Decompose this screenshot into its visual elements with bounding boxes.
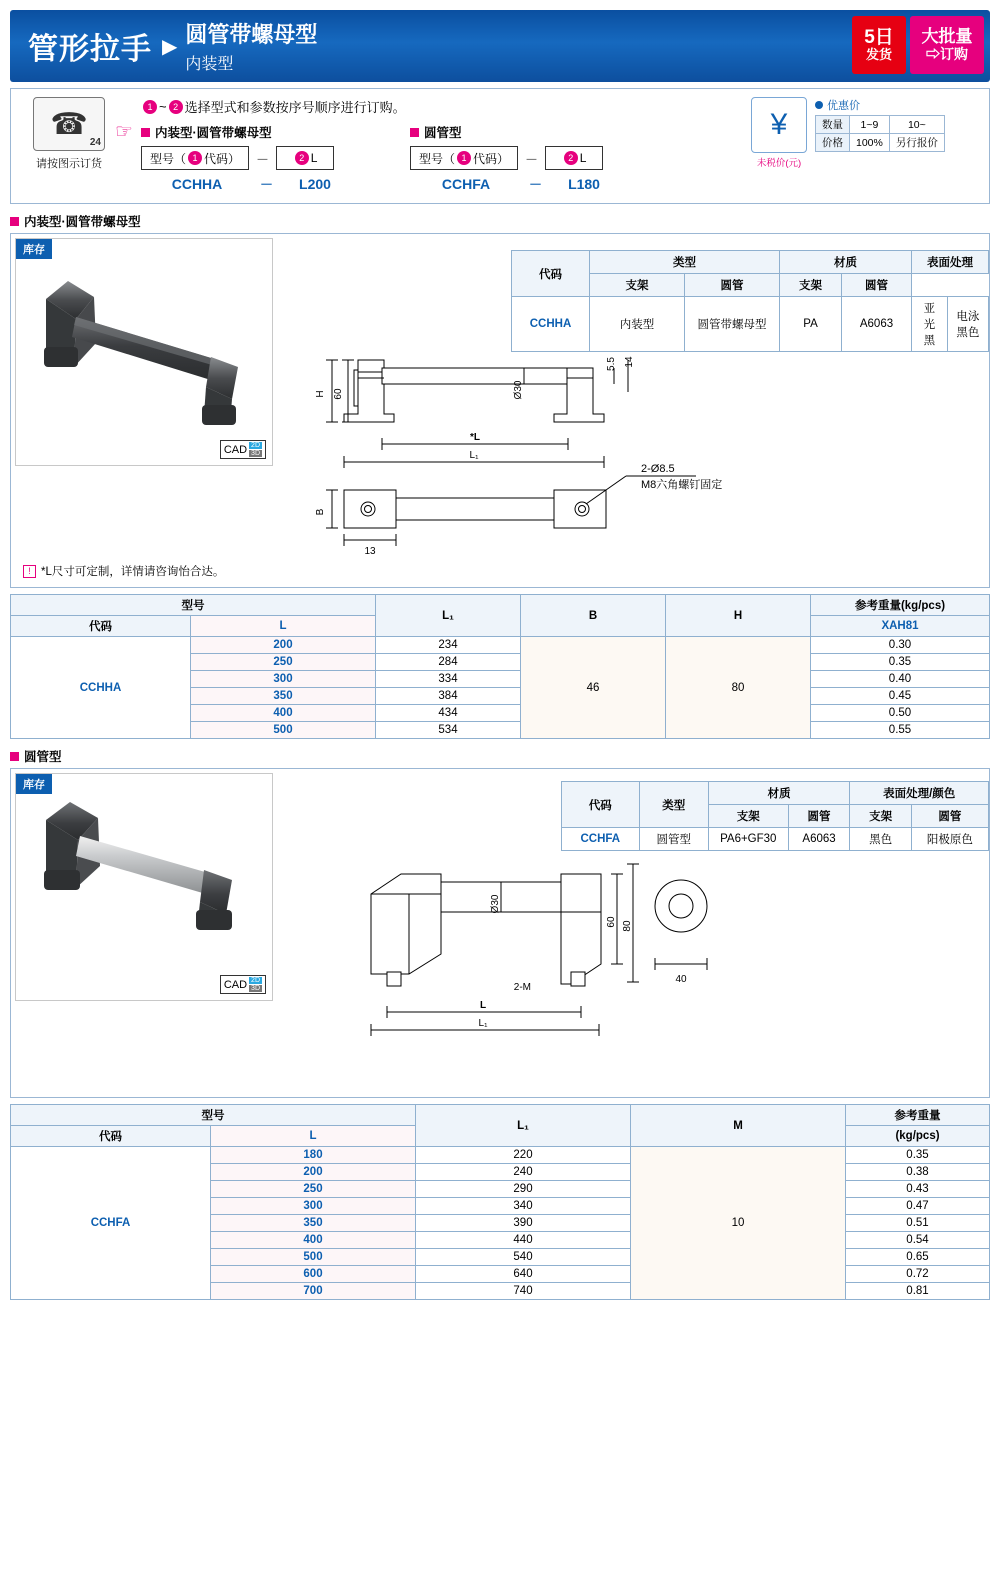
- yen-icon: ¥: [751, 97, 807, 153]
- t2-r8-L: 700: [211, 1283, 416, 1300]
- spec-data-row-2: [562, 828, 989, 851]
- example-code-b: CCHFA: [441, 175, 491, 192]
- t1-h-weight: 参考重量(kg/pcs): [811, 595, 990, 616]
- t2-r5-w: 0.54: [846, 1232, 990, 1249]
- model-code-label-a-end: 代码）: [204, 151, 241, 166]
- section-2-bullet-icon: [10, 752, 19, 761]
- order-columns: [141, 123, 619, 193]
- order-instruction-line: [141, 97, 619, 116]
- badge-bulk-order: [910, 16, 984, 74]
- header-subtitle-secondary: 内装型: [185, 56, 234, 73]
- cad-label-2: CAD: [223, 978, 248, 991]
- discount-price-table: [815, 115, 945, 152]
- price-qty-v1: 1~9: [850, 116, 890, 134]
- page-title: 管形拉手: [28, 33, 152, 66]
- spec-type2-1: 圆管带螺母型: [685, 297, 780, 352]
- table-row: [11, 637, 990, 654]
- t2-r6-L1: 540: [416, 1249, 631, 1266]
- t2-h-L: L: [211, 1126, 416, 1147]
- product-photo-2: [15, 773, 273, 1001]
- spec-h-sur-bracket-1: 支架: [780, 274, 842, 297]
- section-2-panel: [10, 768, 990, 1098]
- bullet-dot-icon: [815, 101, 823, 109]
- t2-r8-L1: 740: [416, 1283, 631, 1300]
- t1-h-model: 型号: [11, 595, 376, 616]
- dim-B-1: B: [315, 508, 326, 516]
- order-main: [141, 97, 619, 193]
- section-1-bullet-icon: [10, 217, 19, 226]
- example-length-a: L200: [299, 175, 331, 192]
- badge-bulk-line1: 大批量: [921, 26, 973, 46]
- spec-sur-tube-2: 阳极原色: [911, 828, 988, 851]
- pointing-hand-icon: ☞: [115, 121, 133, 143]
- t2-h-weight-2: (kg/pcs): [846, 1126, 990, 1147]
- t2-r4-L1: 390: [416, 1215, 631, 1232]
- example-dash-b: －: [529, 177, 543, 192]
- t1-h-L1: L₁: [376, 595, 521, 637]
- phone-24h-label: 24: [89, 137, 101, 148]
- dim-80-2: 80: [622, 920, 633, 932]
- technical-drawing-1: [296, 344, 766, 554]
- spec-mat-tube-2: A6063: [788, 828, 850, 851]
- yen-group: [751, 97, 807, 169]
- length-step-2-icon-b: 2: [564, 151, 578, 165]
- badge-shipping: [852, 16, 906, 74]
- catalog-page: [0, 10, 1000, 1574]
- t2-r5-L1: 440: [416, 1232, 631, 1249]
- header-subtitle-primary: 圆管带螺母型: [185, 22, 318, 47]
- spec-h-mat-bracket-2: 支架: [708, 805, 788, 828]
- cad-badge-1[interactable]: [220, 440, 266, 459]
- t2-h-model: 型号: [11, 1105, 416, 1126]
- phone-order-block: [19, 97, 119, 171]
- t1-h-L: L: [191, 616, 376, 637]
- cad-bits-2: [249, 977, 262, 992]
- dim-d30-1: Ø30: [513, 380, 524, 400]
- t1-h-weight-code: XAH81: [811, 616, 990, 637]
- t2-r4-w: 0.51: [846, 1215, 990, 1232]
- spec-type1-1: 内装型: [590, 297, 685, 352]
- price-qty-label: 数量: [816, 116, 850, 134]
- header-arrow-icon: ▶: [162, 35, 178, 58]
- t1-h-code: 代码: [11, 616, 191, 637]
- t2-header-row-1: [11, 1105, 990, 1126]
- order-group-b-title: [410, 123, 619, 141]
- spec-h-surface-1: 表面处理: [912, 251, 989, 274]
- dim-H-1: H: [315, 390, 326, 398]
- order-group-b: [410, 123, 619, 193]
- example-code-a: CCHHA: [171, 175, 223, 192]
- spec-h-type-2: 类型: [639, 782, 708, 828]
- length-step-2-icon: 2: [295, 151, 309, 165]
- bullet-square-icon-b: [410, 128, 419, 137]
- t1-r5-w: 0.55: [811, 722, 990, 739]
- t1-header-row-1: [11, 595, 990, 616]
- t1-B: 46: [521, 637, 666, 739]
- order-example-b: [410, 174, 619, 193]
- t1-r3-w: 0.45: [811, 688, 990, 705]
- field-separator-a: －: [256, 151, 270, 167]
- section-1-panel: [10, 233, 990, 588]
- price-block: [751, 97, 981, 169]
- cad-2d-label-2: 2D: [251, 977, 260, 984]
- order-group-a-label: 内装型·圆管带螺母型: [155, 126, 272, 140]
- spec-h-code-2: 代码: [562, 782, 640, 828]
- badge-bulk-label: 订购: [940, 45, 968, 62]
- badge-shipping-line1: 5日: [864, 27, 894, 49]
- t2-h-code: 代码: [11, 1126, 211, 1147]
- example-dash-a: －: [260, 177, 274, 192]
- price-table-group: [815, 97, 945, 169]
- dim-40-2: 40: [675, 974, 687, 985]
- dimension-table-1: [10, 594, 990, 739]
- cad-3d-label-2: 3D: [251, 985, 260, 992]
- t1-r3-L: 350: [191, 688, 376, 705]
- t1-r1-L: 250: [191, 654, 376, 671]
- dim-13-1: 13: [364, 546, 376, 554]
- header-subtitle-group: [185, 18, 317, 74]
- cad-badge-2[interactable]: [220, 975, 266, 994]
- field-separator-b: －: [525, 151, 539, 167]
- t2-M: 10: [631, 1147, 846, 1300]
- t2-r0-L: 180: [211, 1147, 416, 1164]
- product-photo-1: [15, 238, 273, 466]
- t1-r5-L1: 534: [376, 722, 521, 739]
- t1-r2-L1: 334: [376, 671, 521, 688]
- spec-h-mat-tube-2: 圆管: [788, 805, 850, 828]
- spec-h-code-1: 代码: [512, 251, 590, 297]
- spec-h-surface-2: 表面处理/颜色: [850, 782, 989, 805]
- spec-type1-2: 圆管型: [639, 828, 708, 851]
- section-1-label: [10, 212, 990, 230]
- model-step-1-icon-b: 1: [457, 151, 471, 165]
- t1-r0-w: 0.30: [811, 637, 990, 654]
- spec-h-type-1: 类型: [590, 251, 780, 274]
- t1-r4-L: 400: [191, 705, 376, 722]
- t2-r0-w: 0.35: [846, 1147, 990, 1164]
- order-example-a: [141, 174, 350, 193]
- cad-bits-1: [249, 442, 262, 457]
- dim-L-1: *L: [470, 432, 480, 443]
- price-row-qty: [816, 116, 945, 134]
- t1-r2-L: 300: [191, 671, 376, 688]
- t2-r2-L: 250: [211, 1181, 416, 1198]
- telephone-icon: ☎ 24: [33, 97, 105, 151]
- t2-r2-w: 0.43: [846, 1181, 990, 1198]
- price-price-v1: 100%: [850, 134, 890, 152]
- table-row: [11, 1147, 990, 1164]
- t2-r1-L1: 240: [416, 1164, 631, 1181]
- phone-caption: 请按图示订货: [36, 158, 102, 170]
- t2-r7-L: 600: [211, 1266, 416, 1283]
- spec-mat-bracket-1: PA: [780, 297, 842, 352]
- cad-2d-label-1: 2D: [251, 442, 260, 449]
- dim-L1-2: L₁: [478, 1018, 488, 1029]
- t1-H: 80: [666, 637, 811, 739]
- t1-r4-w: 0.50: [811, 705, 990, 722]
- t2-r7-L1: 640: [416, 1266, 631, 1283]
- t2-h-M: M: [631, 1105, 846, 1147]
- price-row-price: [816, 134, 945, 152]
- t2-r6-w: 0.65: [846, 1249, 990, 1266]
- example-length-b: L180: [568, 175, 600, 192]
- spec-h-material-1: 材质: [780, 251, 912, 274]
- spec-h-sur-bracket-2: 支架: [850, 805, 911, 828]
- stock-badge-2: 库存: [16, 774, 52, 794]
- t2-r0-L1: 220: [416, 1147, 631, 1164]
- t2-r5-L: 400: [211, 1232, 416, 1249]
- t1-r1-w: 0.35: [811, 654, 990, 671]
- spec-sur-tube-1: 电泳黑色: [947, 297, 988, 352]
- step-1-icon: 1: [143, 100, 157, 114]
- model-code-field-a[interactable]: [141, 146, 249, 170]
- ordering-instructions-box: [10, 88, 990, 204]
- dim-55-1: 5.5: [606, 357, 617, 371]
- model-code-label-b-end: 代码）: [473, 151, 510, 166]
- t2-r2-L1: 290: [416, 1181, 631, 1198]
- spec-mat-bracket-2: PA6+GF30: [708, 828, 788, 851]
- step-2-icon: 2: [169, 100, 183, 114]
- info-icon-1: !: [23, 565, 36, 578]
- dim-60-2: 60: [606, 916, 617, 928]
- price-title: [815, 97, 945, 113]
- header-badges: [852, 16, 984, 74]
- t2-h-L1: L₁: [416, 1105, 631, 1147]
- spec-header-row-1: [512, 251, 989, 274]
- t1-code: CCHHA: [11, 637, 191, 739]
- t2-code: CCHFA: [11, 1147, 211, 1300]
- order-instruction-text: 选择型式和参数按序号顺序进行订购。: [184, 100, 406, 115]
- spec-mat-tube-1: A6063: [842, 297, 912, 352]
- section-2-label: [10, 747, 990, 765]
- technical-drawing-2: [331, 854, 751, 1054]
- t1-r0-L1: 234: [376, 637, 521, 654]
- badge-bulk-line2: [926, 47, 968, 62]
- spec-header-row-2: [562, 782, 989, 805]
- badge-shipping-line2: 发货: [865, 47, 892, 63]
- bullet-square-icon: [141, 128, 150, 137]
- price-qty-v2: 10~: [889, 116, 944, 134]
- model-step-1-icon: 1: [188, 151, 202, 165]
- order-group-b-fields: [410, 146, 619, 170]
- spec-h-mat-bracket-1: 支架: [590, 274, 685, 297]
- section-2-title: 圆管型: [24, 750, 62, 764]
- order-group-a-title: [141, 123, 350, 141]
- model-code-label-b: 型号（: [419, 151, 456, 166]
- model-code-label-a: 型号（: [150, 151, 187, 166]
- t2-r3-L1: 340: [416, 1198, 631, 1215]
- spec-h-sur-tube-2: 圆管: [911, 805, 988, 828]
- t2-r7-w: 0.72: [846, 1266, 990, 1283]
- price-price-v2: 另行报价: [889, 134, 944, 152]
- dim-L-2: L: [479, 1000, 487, 1011]
- order-group-b-label: 圆管型: [424, 126, 462, 140]
- dim-60-1: 60: [333, 388, 344, 400]
- model-code-field-b[interactable]: [410, 146, 518, 170]
- t1-h-B: B: [521, 595, 666, 637]
- cad-3d-label-1: 3D: [251, 450, 260, 457]
- t1-r2-w: 0.40: [811, 671, 990, 688]
- handle-illustration-2: [16, 774, 272, 934]
- t2-r8-w: 0.81: [846, 1283, 990, 1300]
- t2-r4-L: 350: [211, 1215, 416, 1232]
- length-field-b[interactable]: [545, 146, 603, 170]
- badge-bulk-arrow-icon: ⇨: [926, 45, 940, 62]
- spec-table-1: [511, 250, 989, 352]
- order-group-a-fields: [141, 146, 350, 170]
- cad-label-1: CAD: [223, 443, 248, 456]
- t1-r5-L: 500: [191, 722, 376, 739]
- t2-r3-w: 0.47: [846, 1198, 990, 1215]
- dim-hole-1: 2-Ø8.5: [641, 463, 675, 475]
- t1-h-H: H: [666, 595, 811, 637]
- t1-r4-L1: 434: [376, 705, 521, 722]
- spec-sur-bracket-2: 黑色: [850, 828, 911, 851]
- t1-r0-L: 200: [191, 637, 376, 654]
- spec-h-sur-tube-1: 圆管: [842, 274, 912, 297]
- t1-r1-L1: 284: [376, 654, 521, 671]
- t2-r3-L: 300: [211, 1198, 416, 1215]
- dimension-table-2: [10, 1104, 990, 1300]
- tax-note: 未税价(元): [756, 158, 802, 169]
- handle-illustration-1: [16, 239, 272, 465]
- dim-screw-2: 2-M: [513, 982, 531, 993]
- section-1-note: [23, 563, 224, 579]
- t1-r3-L1: 384: [376, 688, 521, 705]
- stock-badge-1: 库存: [16, 239, 52, 259]
- spec-code-2: CCHFA: [562, 828, 640, 851]
- dim-L1-1: L₁: [469, 450, 479, 461]
- spec-h-mat-tube-1: 圆管: [685, 274, 780, 297]
- t2-h-weight-1: 参考重量: [846, 1105, 990, 1126]
- t2-r1-L: 200: [211, 1164, 416, 1181]
- price-price-label: 价格: [816, 134, 850, 152]
- price-title-label: 优惠价: [827, 100, 860, 112]
- spec-table-2: [561, 781, 989, 851]
- length-label-b: L: [579, 151, 587, 165]
- t2-r1-w: 0.38: [846, 1164, 990, 1181]
- order-group-a: [141, 123, 350, 193]
- length-field-a[interactable]: [276, 146, 334, 170]
- dim-14-1: 14: [624, 356, 635, 368]
- spec-sur-bracket-1: 亚光黑: [912, 297, 948, 352]
- section-1-note-text: *L尺寸可定制，详情请咨询怡合达。: [41, 566, 225, 578]
- length-label-a: L: [310, 151, 318, 165]
- t2-r6-L: 500: [211, 1249, 416, 1266]
- dim-d30-2: Ø30: [490, 894, 501, 914]
- order-range-dash: ~: [159, 99, 167, 114]
- spec-code-1: CCHHA: [512, 297, 590, 352]
- spec-h-material-2: 材质: [708, 782, 850, 805]
- page-header: [10, 10, 990, 82]
- section-1-title: 内装型·圆管带螺母型: [24, 215, 141, 229]
- dim-screw-1: M8六角螺钉固定: [641, 479, 723, 491]
